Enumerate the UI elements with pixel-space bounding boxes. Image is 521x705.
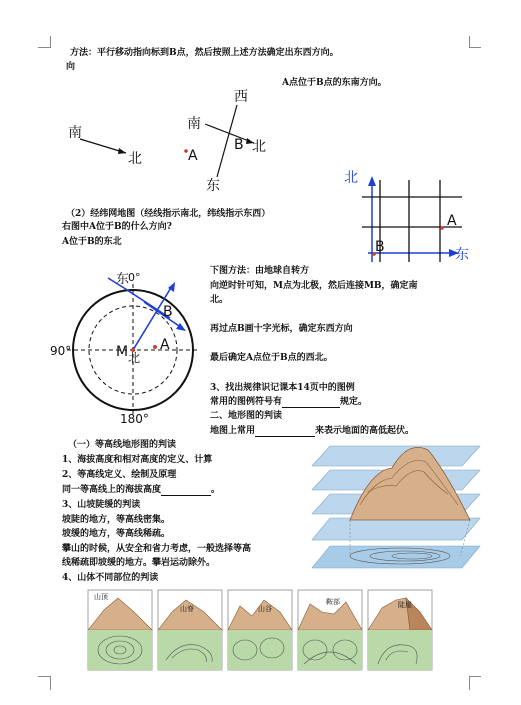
- polar-a: A: [160, 337, 170, 353]
- line-5: 坡陡的地方，等高线密集。: [62, 515, 171, 525]
- terrain-label-cliff: 陡崖: [398, 601, 412, 609]
- line-1: 1、海拔高度和相对高度的定义、计算: [62, 455, 213, 465]
- grid-north: 北: [344, 170, 358, 186]
- method-text: 方法：平行移动指向标到B点，然后按照上述方法确定出东西方向。: [70, 48, 339, 58]
- polar-deg-0: 0°: [128, 271, 141, 284]
- line-8: 线稀疏即坡缓的地方。攀岩运动除外。: [62, 558, 216, 568]
- line-2: 2、等高线定义、绘制及原理: [62, 470, 177, 480]
- terrain-label-valley: 山谷: [258, 605, 272, 613]
- polar-method-2: 向逆时针可知，M点为北极，然后连接MB，确定南: [210, 281, 418, 291]
- item3-line1: 3、找出规律识记课本14页中的图例: [210, 383, 355, 393]
- polar-method-1: 下图方法：由地球自转方: [210, 266, 310, 276]
- label-b: B: [234, 137, 244, 153]
- grid-answer: A位于B的东北: [62, 237, 122, 247]
- polar-north: 北: [128, 351, 141, 365]
- polar-method-5: 最后确定A点位于B点的西北。: [210, 353, 333, 363]
- line-3-text: 同一等高线上的海拔高度: [62, 485, 162, 495]
- polar-deg-90: 90°: [50, 344, 72, 358]
- item3-line2-text: 常用的图例符号有: [210, 397, 283, 407]
- polar-method-3: 北。: [210, 295, 229, 305]
- grid-east: 东: [455, 247, 469, 263]
- line-4: 3、山坡陡缓的判读: [62, 500, 141, 510]
- answer-southeast: A点位于B点的东南方向。: [282, 78, 387, 88]
- contour-intro-text: 地图上常用: [210, 426, 256, 436]
- label-a: A: [188, 148, 198, 164]
- terrain-label-summit: 山顶: [94, 593, 108, 601]
- polar-east: 东: [116, 272, 130, 287]
- polar-deg-180: 180°: [120, 412, 149, 426]
- polar-m: M: [116, 344, 129, 360]
- label-north-2: 北: [252, 139, 266, 155]
- contour-intro-end: 来表示地面的高低起伏。: [315, 426, 415, 436]
- section-2-heading: 二、地形图的判读: [210, 411, 283, 421]
- line-7: 攀山的时候，从安全和省力考虑，一般选择等高: [62, 544, 252, 554]
- label-north: 北: [128, 151, 142, 167]
- label-east: 东: [206, 178, 220, 194]
- period: 。: [211, 485, 221, 495]
- polar-b: B: [163, 304, 173, 320]
- terrain-label-ridge: 山脊: [180, 605, 194, 613]
- item3-line2-end: 规定。: [340, 397, 368, 407]
- label-west: 西: [234, 89, 248, 105]
- grid-a: A: [447, 213, 457, 229]
- label-south: 南: [68, 125, 82, 141]
- line-9: 4、山体不同部位的判读: [62, 573, 159, 583]
- grid-b: B: [375, 239, 385, 255]
- label-south-2: 南: [187, 116, 201, 132]
- method-text-cont: 向: [66, 62, 76, 72]
- polar-method-4: 再过点B画十字光标，确定东西方向: [210, 324, 353, 334]
- grid-question: 右图中A位于B的什么方向?: [62, 222, 172, 232]
- line-6: 坡缓的地方，等高线稀疏。: [62, 529, 171, 539]
- grid-title: （2）经纬网地图（经线指示南北，纬线指示东西）: [66, 209, 271, 219]
- terrain-label-saddle: 鞍部: [326, 598, 340, 606]
- sub-heading-1: （一）等高线地形图的判读: [68, 440, 177, 450]
